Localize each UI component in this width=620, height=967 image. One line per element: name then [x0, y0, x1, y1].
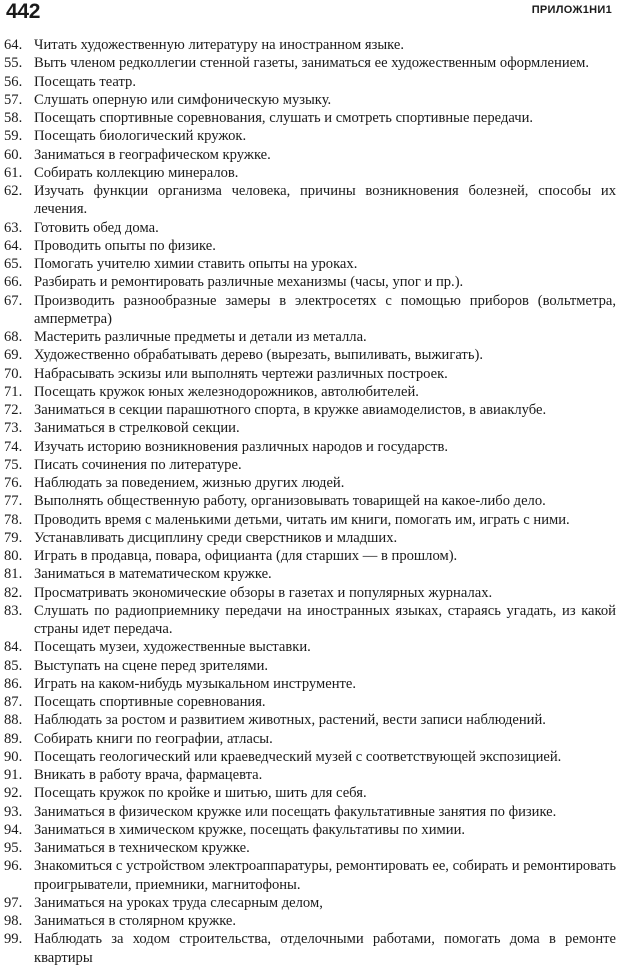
item-text: Проводить опыты по физике.	[34, 237, 216, 254]
list-item	[4, 292, 616, 329]
list-item	[4, 602, 616, 639]
list-item	[4, 784, 616, 802]
item-text: Художественно обрабатывать дерево (вырезать, выпиливать, выжигать).	[34, 347, 483, 364]
item-text: Посещать кружок юных железнодорожников, автолюбителей.	[34, 383, 419, 400]
item-number: 93.	[4, 803, 23, 820]
item-number: 90.	[4, 748, 23, 765]
list-item	[4, 565, 616, 583]
list-item	[4, 419, 616, 437]
item-number: 83.	[4, 602, 23, 619]
item-number: 82.	[4, 584, 23, 601]
item-number: 89.	[4, 730, 23, 747]
list-item	[4, 930, 616, 967]
item-text: Готовить обед дома.	[34, 219, 159, 236]
list-item	[4, 748, 616, 766]
item-text: Разбирать и ремонтировать различные механизмы (часы, упог и пр.).	[34, 274, 464, 291]
item-text: Мастерить различные предметы и детали из металла.	[34, 329, 367, 345]
item-text: Проводить время с маленькими детьми, читать им книги, помогать им, играть с ними.	[34, 511, 570, 528]
item-number: 76.	[4, 475, 23, 491]
item-number: 72.	[4, 402, 23, 418]
item-number: 55.	[4, 55, 23, 72]
item-text: Знакомиться с устройством электроаппаратуры, ремонтировать ее, собирать и ремонтировать проигрыватели, приемники, магнитофоны.	[34, 858, 616, 893]
list-item	[4, 675, 616, 693]
item-number: 66.	[4, 274, 23, 291]
item-number: 88.	[4, 712, 23, 729]
item-number: 78.	[4, 511, 23, 528]
list-item	[4, 346, 616, 364]
list-item	[4, 511, 616, 529]
list-item	[4, 383, 616, 401]
item-text: Просматривать экономические обзоры в газетах и популярных журналах.	[34, 584, 493, 601]
item-number: 63.	[4, 219, 23, 236]
list-item	[4, 821, 616, 839]
list-item	[4, 237, 616, 255]
list-item	[4, 401, 616, 419]
list-item	[4, 54, 616, 72]
item-number: 67.	[4, 292, 23, 309]
item-text: Читать художественную литературу на иностранном языке.	[34, 37, 405, 53]
item-number: 81.	[4, 566, 23, 583]
list-item	[4, 693, 616, 711]
item-number: 70.	[4, 365, 23, 382]
list-item	[4, 857, 616, 894]
item-text: Посещать спортивные соревнования.	[34, 694, 266, 710]
item-number: 65.	[4, 256, 23, 272]
list-item	[4, 73, 616, 91]
item-text: Посещать музеи, художественные выставки.	[34, 639, 311, 656]
item-text: Собирать книги по географии, атласы.	[34, 730, 273, 747]
list-item	[4, 547, 616, 565]
item-number: 58.	[4, 110, 23, 126]
item-number: 69.	[4, 347, 23, 364]
item-number: 97.	[4, 894, 23, 911]
item-number: 57.	[4, 91, 23, 108]
list-item	[4, 109, 616, 127]
list-item	[4, 365, 616, 383]
item-number: 91.	[4, 767, 23, 783]
item-number: 75.	[4, 456, 23, 473]
item-text: Слушать по радиоприемнику передачи на иностранных языках, стараясь угадать, из какой страны идет передача.	[34, 602, 616, 637]
list-item	[4, 492, 616, 510]
item-text: Писать сочинения по литературе.	[34, 456, 242, 473]
item-text: Производить разнообразные замеры в электросетях с помощью приборов (вольтметра, амперметра)	[34, 292, 616, 327]
list-item	[4, 219, 616, 237]
item-number: 74.	[4, 438, 23, 455]
list-item	[4, 456, 616, 474]
item-text: Посещать геологический или краеведческий музей с соответствующей экспозицией.	[34, 748, 562, 765]
item-text: Изучать историю возникновения различных народов и государств.	[34, 438, 449, 455]
item-text: Заниматься в столярном кружке.	[34, 913, 237, 929]
item-text: Изучать функции организма человека, причины возникновения болезней, способы их лечения.	[34, 183, 616, 218]
list-item	[4, 912, 616, 930]
item-number: 64.	[4, 37, 23, 53]
item-text: Заниматься в техническом кружке.	[34, 840, 250, 856]
list-item	[4, 803, 616, 821]
item-number: 95.	[4, 840, 23, 856]
item-text: Посещать спортивные соревнования, слушать и смотреть спортивные передачи.	[34, 110, 534, 126]
item-text: Заниматься в химическом кружке, посещать факультативы по химии.	[34, 821, 466, 838]
item-text: Помогать учителю химии ставить опыты на уроках.	[34, 256, 358, 272]
item-number: 64.	[4, 237, 23, 254]
item-text: Заниматься в географическом кружке.	[34, 146, 271, 163]
list-item	[4, 894, 616, 912]
item-text: Заниматься в математическом кружке.	[34, 566, 272, 583]
item-number: 73.	[4, 420, 23, 437]
item-text: Наблюдать за ходом строительства, отделочными работами, помогать дома в ремонте квартиры	[34, 931, 616, 966]
item-number: 86.	[4, 675, 23, 692]
item-text: Наблюдать за поведением, жизнью других людей.	[34, 475, 345, 491]
list-item	[4, 638, 616, 656]
page-header	[6, 0, 612, 26]
item-number: 96.	[4, 858, 23, 875]
item-text: Набрасывать эскизы или выполнять чертежи различных построек.	[34, 365, 448, 382]
item-text: Вникать в работу врача, фармацевта.	[34, 767, 263, 783]
list-item	[4, 657, 616, 675]
list-item	[4, 182, 616, 219]
item-number: 85.	[4, 657, 23, 674]
item-text: Выть членом редколлегии стенной газеты, заниматься ее художественным оформлением.	[34, 55, 590, 72]
list-item	[4, 127, 616, 145]
item-number: 80.	[4, 548, 23, 564]
running-head: ПРИЛОЖ1НИ1	[531, 4, 612, 16]
list-item	[4, 255, 616, 273]
item-text: Слушать оперную или симфоническую музыку.	[34, 91, 332, 108]
item-number: 62.	[4, 183, 23, 199]
item-text: Заниматься в физическом кружке или посещать факультативные занятия по физике.	[34, 803, 557, 820]
list-item	[4, 328, 616, 346]
list-item	[4, 474, 616, 492]
item-text: Устанавливать дисциплину среди сверстников и младших.	[34, 529, 398, 546]
list-item	[4, 164, 616, 182]
list-item	[4, 730, 616, 748]
item-text: Выступать на сцене перед зрителями.	[34, 657, 269, 674]
item-text: Играть на каком-нибудь музыкальном инструменте.	[34, 675, 357, 692]
list-item	[4, 273, 616, 291]
list-item	[4, 584, 616, 602]
list-item	[4, 438, 616, 456]
list-item	[4, 529, 616, 547]
item-number: 61.	[4, 164, 23, 181]
item-number: 92.	[4, 785, 23, 802]
item-number: 87.	[4, 694, 23, 710]
item-number: 77.	[4, 493, 23, 510]
list-item	[4, 36, 616, 54]
list-item	[4, 91, 616, 109]
item-number: 99.	[4, 931, 23, 948]
item-number: 94.	[4, 821, 23, 838]
item-number: 71.	[4, 383, 23, 400]
item-text: Посещать биологический кружок.	[34, 128, 247, 145]
item-number: 68.	[4, 329, 23, 345]
list-item	[4, 839, 616, 857]
item-text: Наблюдать за ростом и развитием животных, растений, вести записи наблюдений.	[34, 712, 546, 729]
item-number: 84.	[4, 639, 23, 656]
list-item	[4, 146, 616, 164]
item-number: 98.	[4, 913, 23, 929]
item-number: 59.	[4, 128, 23, 145]
questionnaire-list	[4, 36, 616, 967]
list-item	[4, 711, 616, 729]
item-text: Посещать кружок по кройке и шитью, шить для себя.	[34, 785, 367, 802]
item-text: Заниматься в секции парашютного спорта, в кружке авиамоделистов, в авиаклубе.	[34, 402, 547, 418]
list-item	[4, 766, 616, 784]
item-text: Посещать театр.	[34, 73, 136, 90]
item-text: Играть в продавца, повара, официанта (для старших — в прошлом).	[34, 548, 458, 564]
item-text: Заниматься в стрелковой секции.	[34, 420, 240, 437]
item-text: Выполнять общественную работу, организовывать товарищей на какое-либо дело.	[34, 493, 546, 510]
item-number: 79.	[4, 529, 23, 546]
item-text: Собирать коллекцию минералов.	[34, 164, 239, 181]
item-number: 60.	[4, 146, 23, 163]
item-text: Заниматься на уроках труда слесарным делом,	[34, 894, 323, 911]
page-number: 442	[6, 0, 41, 23]
item-number: 56.	[4, 73, 23, 90]
